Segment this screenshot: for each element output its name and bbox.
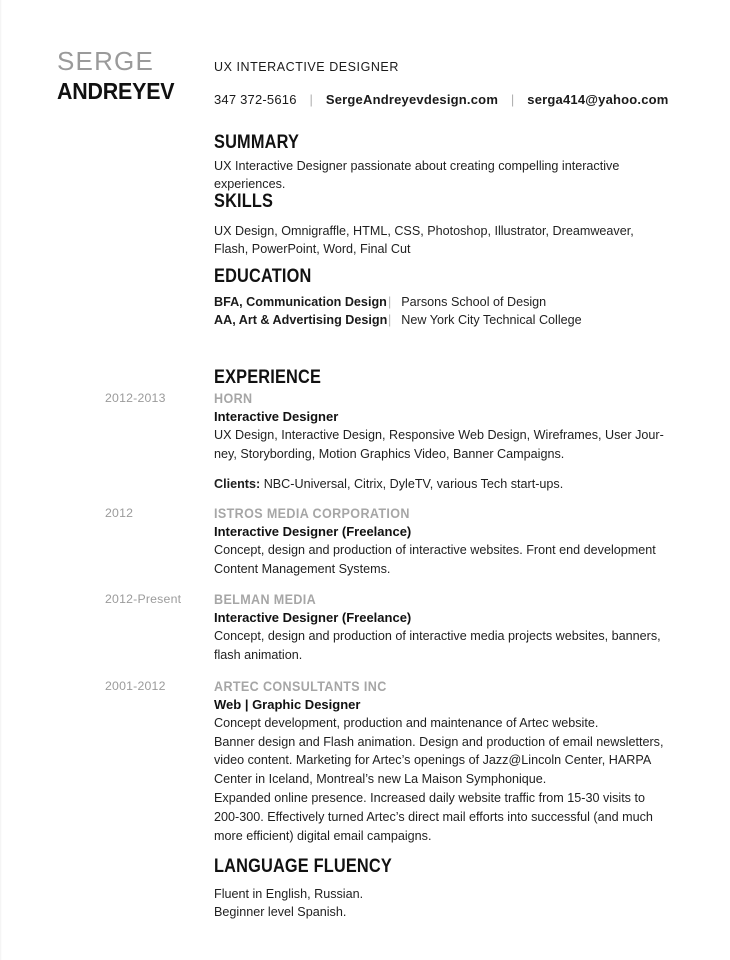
job-date: 2001-2012 bbox=[105, 679, 166, 693]
job-position: Web | Graphic Designer bbox=[214, 697, 361, 713]
job-position: Interactive Designer (Freelance) bbox=[214, 524, 412, 540]
website-link[interactable]: SergeAndreyevdesign.com bbox=[325, 92, 499, 107]
summary-heading: SUMMARY bbox=[214, 132, 300, 153]
language-line-2: Beginner level Spanish. bbox=[214, 904, 347, 919]
job-details bbox=[214, 679, 684, 846]
language-heading: LANGUAGE FLUENCY bbox=[214, 856, 392, 877]
education-degree: BFA, Communication Design bbox=[214, 294, 387, 309]
job-role-title: UX INTERACTIVE DESIGNER bbox=[214, 60, 399, 74]
job-company: ISTROS MEDIA CORPORATION bbox=[214, 506, 410, 521]
job-description-line: Content Management Systems. bbox=[214, 561, 391, 576]
job-company: BELMAN MEDIA bbox=[214, 592, 317, 607]
job-position: Interactive Designer bbox=[214, 409, 339, 425]
education-separator: | bbox=[388, 294, 392, 309]
phone-number: 347 372-5616 bbox=[214, 92, 297, 107]
skills-line-2: Flash, PowerPoint, Word, Final Cut bbox=[214, 241, 411, 256]
summary-text: UX Interactive Designer passionate about creating compelling interactive experiences. bbox=[214, 158, 620, 191]
job-description-line: UX Design, Interactive Design, Responsive Web Design, Wireframes, User Jour- bbox=[214, 427, 664, 442]
contact-separator-1: | bbox=[309, 92, 314, 107]
job-date: 2012 bbox=[105, 506, 134, 520]
summary-section bbox=[214, 133, 694, 194]
job-company: ARTEC CONSULTANTS INC bbox=[214, 679, 387, 694]
language-line-1: Fluent in English, Russian. bbox=[214, 886, 364, 901]
job-details bbox=[214, 592, 684, 664]
job-date: 2012-2013 bbox=[105, 391, 166, 405]
skills-heading: SKILLS bbox=[214, 191, 274, 212]
education-school: Parsons School of Design bbox=[401, 294, 547, 309]
email-link[interactable]: serga414@yahoo.com bbox=[527, 92, 669, 107]
last-name: ANDREYEV bbox=[57, 78, 175, 105]
education-school: New York City Technical College bbox=[401, 312, 582, 327]
page-left-edge bbox=[0, 0, 2, 960]
education-heading: EDUCATION bbox=[214, 266, 312, 287]
experience-heading: EXPERIENCE bbox=[214, 367, 322, 388]
job-description-line: 200-300. Effectively turned Artec’s direct mail efforts into successful (and much bbox=[214, 810, 653, 825]
job-description-line: Concept development, production and maintenance of Artec website. bbox=[214, 715, 599, 730]
job-date: 2012-Present bbox=[105, 592, 182, 606]
job-description-line: Banner design and Flash animation. Design and production of email newsletters, bbox=[214, 734, 664, 749]
language-section bbox=[214, 857, 694, 922]
job-description-line: flash animation. bbox=[214, 647, 303, 662]
name-block bbox=[57, 48, 217, 105]
contact-line bbox=[214, 92, 669, 107]
job-description-line: Center in Iceland, Montreal’s new La Maison Symphonique. bbox=[214, 772, 547, 787]
job-description-line: video content. Marketing for Artec’s openings of Jazz@Lincoln Center, HARPA bbox=[214, 753, 652, 768]
job-description-line: Concept, design and production of interactive media projects websites, banners, bbox=[214, 628, 661, 643]
first-name: SERGE bbox=[57, 46, 155, 76]
job-position: Interactive Designer (Freelance) bbox=[214, 610, 412, 626]
education-item bbox=[214, 294, 694, 312]
job-description-line: Expanded online presence. Increased daily website traffic from 15-30 visits to bbox=[214, 791, 645, 806]
job-clients-label: Clients: bbox=[214, 477, 261, 492]
experience-section bbox=[214, 368, 694, 393]
education-separator: | bbox=[388, 312, 392, 327]
job-description-line: more efficient) digital email campaigns. bbox=[214, 828, 432, 843]
job-details bbox=[214, 506, 684, 578]
job-clients bbox=[214, 476, 684, 494]
contact-separator-2: | bbox=[510, 92, 515, 107]
skills-line-1: UX Design, Omnigraffle, HTML, CSS, Photoshop, Illustrator, Dreamweaver, bbox=[214, 223, 634, 238]
education-item bbox=[214, 312, 694, 330]
education-degree: AA, Art & Advertising Design bbox=[214, 312, 388, 327]
job-clients-value: NBC-Universal, Citrix, DyleTV, various Tech start-ups. bbox=[263, 477, 564, 492]
skills-section bbox=[214, 192, 694, 259]
job-details bbox=[214, 391, 684, 494]
job-company: HORN bbox=[214, 391, 253, 406]
education-section bbox=[214, 267, 694, 330]
job-description-line: ney, Storybording, Motion Graphics Video, Banner Campaigns. bbox=[214, 446, 565, 461]
job-description-line: Concept, design and production of interactive websites. Front end development bbox=[214, 542, 656, 557]
